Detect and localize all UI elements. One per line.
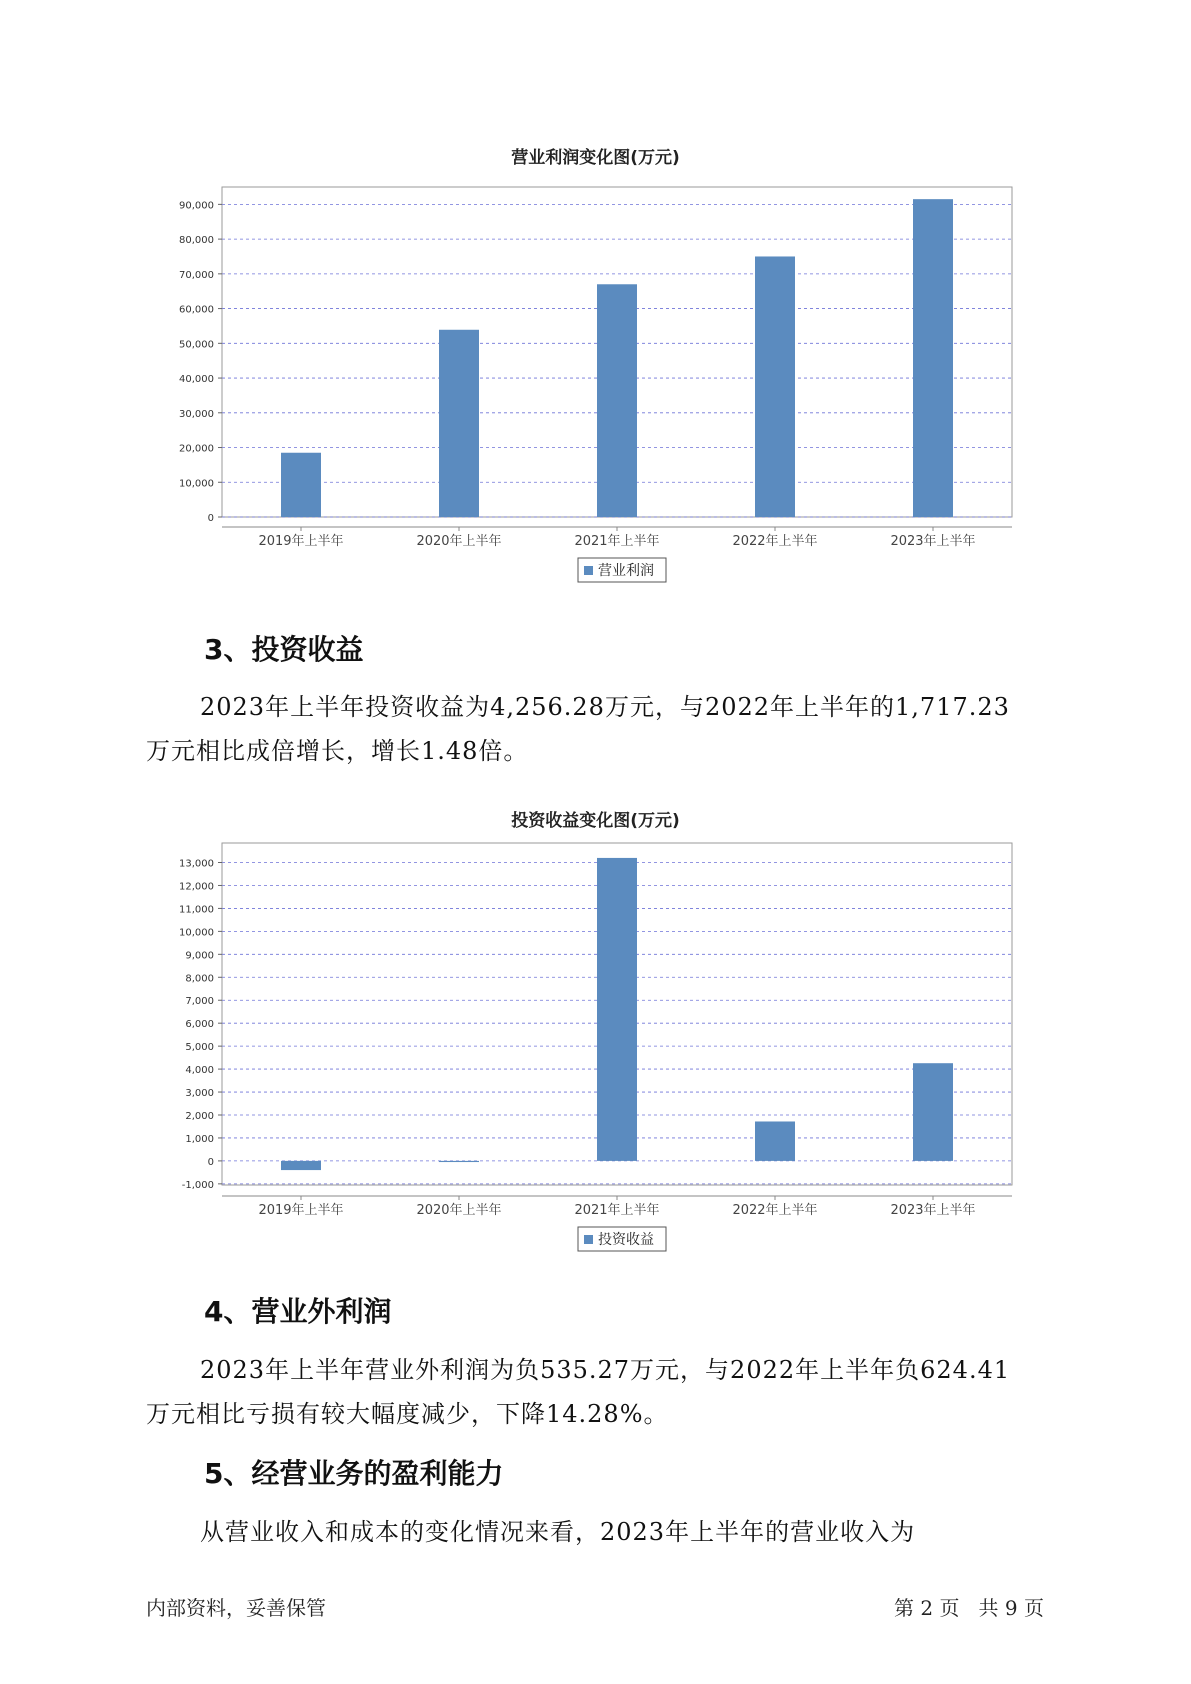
x-tick-label: 2019年上半年 <box>258 1203 344 1218</box>
footer-note: 内部资料，妥善保管 <box>146 1596 326 1620</box>
x-tick-label: 2022年上半年 <box>732 1203 818 1218</box>
chart1-title: 营业利润变化图(万元) <box>511 148 680 168</box>
bar <box>439 1161 479 1162</box>
chart2-title: 投资收益变化图(万元) <box>511 811 680 831</box>
y-tick-label: 10,000 <box>179 478 214 490</box>
operating-profit-chart <box>0 170 1191 590</box>
y-tick-label: 4,000 <box>185 1065 214 1077</box>
y-tick-label: 9,000 <box>185 950 214 962</box>
legend-label: 营业利润 <box>598 563 654 579</box>
legend-swatch <box>584 1235 593 1244</box>
y-tick-label: 1,000 <box>185 1133 214 1145</box>
section3-line1: 2023年上半年投资收益为4,256.28万元，与2022年上半年的1,717.23 <box>200 693 1010 721</box>
y-tick-label: 3,000 <box>185 1088 214 1100</box>
investment-income-chart <box>0 834 1191 1264</box>
bar <box>913 1063 953 1161</box>
y-tick-label: 7,000 <box>185 996 214 1008</box>
bar <box>281 1161 321 1170</box>
bar <box>755 1121 795 1160</box>
bar <box>597 858 637 1161</box>
x-tick-label: 2020年上半年 <box>416 1203 502 1218</box>
x-tick-label: 2021年上半年 <box>574 534 660 549</box>
y-tick-label: 80,000 <box>179 235 214 247</box>
y-tick-label: 6,000 <box>185 1019 214 1031</box>
y-tick-label: 70,000 <box>179 269 214 281</box>
y-tick-label: 90,000 <box>179 200 214 212</box>
x-tick-label: 2021年上半年 <box>574 1203 660 1218</box>
section3-paragraph <box>146 685 1046 773</box>
legend-swatch <box>584 566 593 575</box>
x-tick-label: 2019年上半年 <box>258 534 344 549</box>
bar <box>439 330 479 517</box>
y-tick-label: -1,000 <box>181 1179 214 1191</box>
y-tick-label: 8,000 <box>185 973 214 985</box>
y-tick-label: 10,000 <box>179 927 214 939</box>
section4-heading: 4、营业外利润 <box>204 1295 392 1328</box>
section5-paragraph <box>146 1510 1046 1554</box>
y-tick-label: 2,000 <box>185 1110 214 1122</box>
bar <box>913 199 953 517</box>
page-number: 第 2 页 共 9 页 <box>894 1596 1044 1620</box>
legend-label: 投资收益 <box>598 1232 654 1248</box>
y-tick-label: 60,000 <box>179 304 214 316</box>
y-tick-label: 20,000 <box>179 443 214 455</box>
bar <box>281 453 321 517</box>
y-tick-label: 0 <box>207 1156 214 1168</box>
y-tick-label: 5,000 <box>185 1042 214 1054</box>
section3-heading: 3、投资收益 <box>204 633 364 666</box>
y-tick-label: 12,000 <box>179 881 214 893</box>
section4-paragraph <box>146 1348 1046 1436</box>
y-tick-label: 40,000 <box>179 374 214 386</box>
x-tick-label: 2020年上半年 <box>416 534 502 549</box>
section5-line1: 从营业收入和成本的变化情况来看，2023年上半年的营业收入为 <box>200 1518 916 1546</box>
y-tick-label: 13,000 <box>179 858 214 870</box>
y-tick-label: 11,000 <box>179 904 214 916</box>
x-tick-label: 2022年上半年 <box>732 534 818 549</box>
y-tick-label: 50,000 <box>179 339 214 351</box>
section4-line1: 2023年上半年营业外利润为负535.27万元，与2022年上半年负624.41 <box>200 1356 1011 1384</box>
section3-line2: 万元相比成倍增长，增长1.48倍。 <box>146 737 529 765</box>
x-tick-label: 2023年上半年 <box>890 534 976 549</box>
section4-line2: 万元相比亏损有较大幅度减少，下降14.28%。 <box>146 1400 669 1428</box>
bar <box>597 284 637 517</box>
section5-heading: 5、经营业务的盈利能力 <box>204 1457 504 1490</box>
bar <box>755 256 795 517</box>
y-tick-label: 30,000 <box>179 408 214 420</box>
x-tick-label: 2023年上半年 <box>890 1203 976 1218</box>
y-tick-label: 0 <box>207 513 214 524</box>
